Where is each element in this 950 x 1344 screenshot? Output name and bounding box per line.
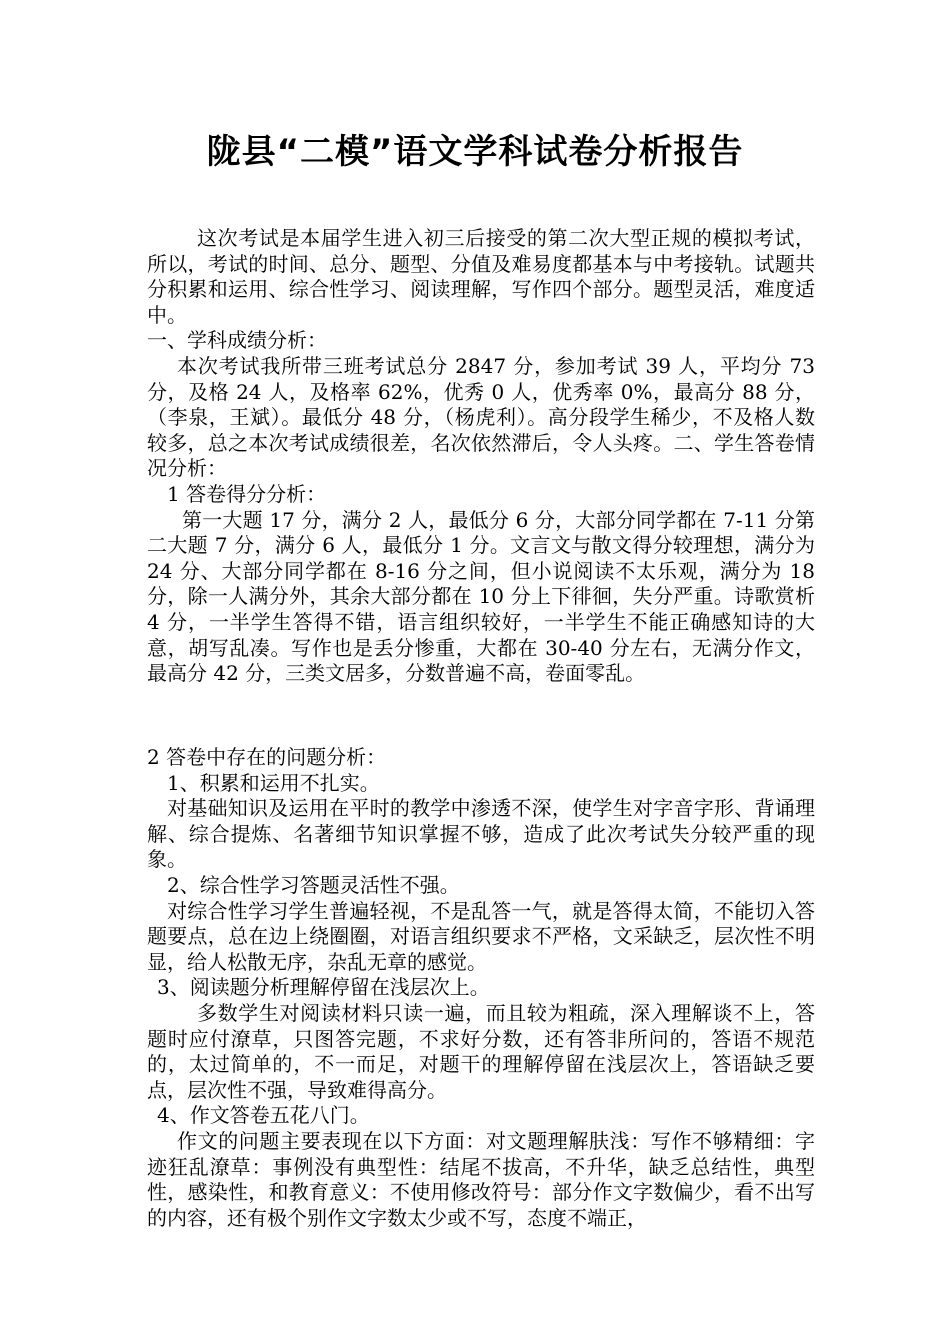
body-section-2 <box>147 745 815 1231</box>
problem-heading-3: 3、阅读题分析理解停留在浅层次上。 <box>157 975 490 1000</box>
score-analysis-paragraph: 本次考试我所带三班考试总分 2847 分，参加考试 39 人，平均分 73 分，及格 24 人，及格率 62%，优秀 0 人，优秀率 0%，最高分 88 分，（李泉，王斌）。最低分 48 分，（杨虎利）。高分段学生稀少，不及格人数较多，总之本次考试成绩很差，名次依然滞后，令人头疼。二、学生答卷情况分析： <box>147 353 815 481</box>
problem-paragraph-1: 对基础知识及运用在平时的教学中渗透不深，使学生对字音字形、背诵理解、综合提炼、名著细节知识掌握不够，造成了此次考试失分较严重的现象。 <box>147 796 815 872</box>
body-section-1 <box>147 226 815 687</box>
problem-heading-2: 2、综合性学习答题灵活性不强。 <box>167 872 460 897</box>
problem-paragraph-4: 作文的问题主要表现在以下方面：对文题理解肤浅：写作不够精细：字迹狂乱潦草：事例没有典型性：结尾不拔高，不升华，缺乏总结性，典型性，感染性，和教育意义：不使用修改符号：部分作文字数偏少，看不出写的内容，还有极个别作文字数太少或不写，态度不端正， <box>147 1128 815 1230</box>
intro-paragraph: 这次考试是本届学生进入初三后接受的第二次大型正规的模拟考试，所以，考试的时间、总分、题型、分值及难易度都基本与中考接轨。试题共分积累和运用、综合性学习、阅读理解，写作四个部分。题型灵活，难度适中。 <box>147 226 815 327</box>
answer-scores-paragraph: 第一大题 17 分，满分 2 人，最低分 6 分，大部分同学都在 7-11 分第二大题 7 分，满分 6 人，最低分 1 分。文言文与散文得分较理想，满分为 24 分、大部分同学都在 8-16 分之间，但小说阅读不太乐观，满分为 18 分，除一人满分外，其余大部分都在 10 分上下徘徊，失分严重。诗歌赏析 4 分，一半学生答得不错，语言组织较好，一半学生不能正确感知诗的大意，胡写乱凑。写作也是丢分惨重，大都在 30-40 分左右，无满分作文，最高分 42 分，三类文居多，分数普遍不高，卷面零乱。 <box>147 507 815 686</box>
problem-heading-1: 1、积累和运用不扎实。 <box>167 770 380 795</box>
problem-heading-4: 4、作文答卷五花八门。 <box>157 1103 370 1128</box>
subheading-problem-analysis: 2 答卷中存在的问题分析： <box>147 745 387 769</box>
subheading-answer-scores: 1 答卷得分分析： <box>167 481 327 506</box>
document-title: 陇县“二模”语文学科试卷分析报告 <box>206 132 744 172</box>
problem-paragraph-3: 多数学生对阅读材料只读一遍，而且较为粗疏，深入理解谈不上，答题时应付潦草，只图答完题，不求好分数，还有答非所问的，答语不规范的，太过简单的，不一而足，对题干的理解停留在浅层次上，答语缺乏要点，层次性不强，导致难得高分。 <box>147 1000 815 1102</box>
problem-paragraph-2: 对综合性学习学生普遍轻视，不是乱答一气，就是答得太简，不能切入答题要点，总在边上绕圈圈，对语言组织要求不严格，文采缺乏，层次性不明显，给人松散无序，杂乱无章的感觉。 <box>147 898 815 974</box>
section-heading-score-analysis: 一、学科成绩分析： <box>147 328 327 353</box>
